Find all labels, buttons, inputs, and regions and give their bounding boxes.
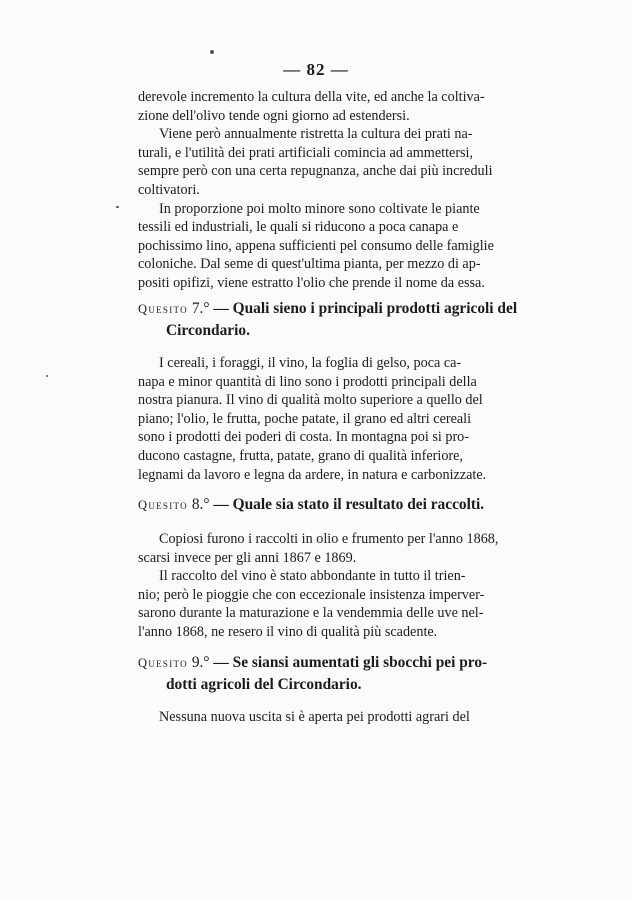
text-line: piano; l'olio, le frutta, poche patate, il grano ed altri cereali: [138, 410, 472, 427]
question-text: — Quale sia stato il resultato dei raccolti.: [213, 496, 485, 513]
text-line: pochissimo lino, appena sufficienti pel consumo delle famiglie: [138, 237, 494, 254]
text-line: legnami da lavoro e legna da ardere, in natura e carbonizzate.: [138, 466, 487, 483]
text-line: sono i prodotti dei poderi di costa. In montagna poi si pro-: [138, 429, 469, 446]
text-line: nio; però le pioggie che con eccezionale insistenza imperver-: [138, 586, 485, 603]
question-text-continuation: Circondario.: [166, 322, 250, 339]
question-number: 9.°: [191, 654, 210, 671]
paragraph-piante-tessili: [138, 200, 530, 293]
text-line: Il raccolto del vino è stato abbondante in tutto il trien-: [159, 568, 466, 585]
text-line: Copiosi furono i raccolti in olio e frumento per l'anno 1868,: [159, 531, 499, 547]
question-8-heading: [138, 494, 530, 516]
question-label: Quesito: [138, 656, 188, 670]
page-number: — 82 —: [283, 60, 349, 79]
question-label: Quesito: [138, 498, 188, 512]
text-line: coltivatori.: [138, 181, 200, 198]
text-block-q7: [138, 354, 530, 484]
text-line: tessili ed industriali, le quali si riducono a poca canapa e: [138, 219, 459, 236]
text-line: zione dell'olivo tende ogni giorno ad estendersi.: [138, 107, 410, 124]
ink-speck: [116, 206, 119, 208]
text-line: Nessuna nuova uscita si è aperta pei prodotti agrari del: [159, 709, 470, 725]
paragraph-sbocchi: [138, 708, 530, 727]
paragraph-prati: [138, 125, 530, 199]
text-line: turali, e l'utilità dei prati artificiali comincia ad ammettersi,: [138, 144, 474, 161]
text-line: napa e minor quantità di lino sono i prodotti principali della: [138, 373, 477, 390]
paragraph-raccolti: [138, 530, 530, 567]
ink-speck: [46, 375, 48, 377]
paragraph-continuation: [138, 88, 530, 125]
text-line: Viene però annualmente ristretta la cultura dei prati na-: [159, 126, 473, 143]
question-text: — Quali sieno i principali prodotti agricoli del: [213, 300, 518, 317]
question-7-heading: [138, 298, 530, 341]
paragraph-vino: [138, 567, 530, 641]
question-number: 7.°: [191, 300, 210, 317]
question-9-heading: [138, 652, 530, 695]
text-line: l'anno 1868, ne resero il vino di qualità più scadente.: [138, 623, 438, 640]
question-number: 8.°: [191, 496, 210, 513]
question-text: — Se siansi aumentati gli sbocchi pei pro-: [213, 654, 488, 671]
text-line: coloniche. Dal seme di quest'ultima pianta, per mezzo di ap-: [138, 256, 481, 273]
paragraph-prodotti: [138, 354, 530, 484]
text-line: derevole incremento la cultura della vite, ed anche la coltiva-: [138, 89, 485, 105]
question-text-continuation: dotti agricoli del Circondario.: [166, 676, 362, 693]
text-line: ducono castagne, frutta, patate, grano di qualità inferiore,: [138, 447, 463, 464]
text-block-q8: [138, 530, 530, 642]
text-line: In proporzione poi molto minore sono coltivate le piante: [159, 200, 480, 217]
text-line: sempre però con una certa repugnanza, anche dai più increduli: [138, 163, 493, 180]
text-line: sarono durante la maturazione e la vendemmia delle uve nel-: [138, 605, 484, 622]
ink-speck: [210, 50, 214, 54]
text-line: scarsi invece per gli anni 1867 e 1869.: [138, 549, 357, 566]
text-block-q9: [138, 708, 530, 727]
question-label: Quesito: [138, 302, 188, 316]
text-line: nostra pianura. Il vino di qualità molto superiore a quello del: [138, 392, 483, 409]
text-block-top: [138, 88, 530, 293]
text-line: positi opifizi, viene estratto l'olio che prende il nome da essa.: [138, 274, 485, 291]
text-line: I cereali, i foraggi, il vino, la foglia di gelso, poca ca-: [159, 355, 462, 371]
